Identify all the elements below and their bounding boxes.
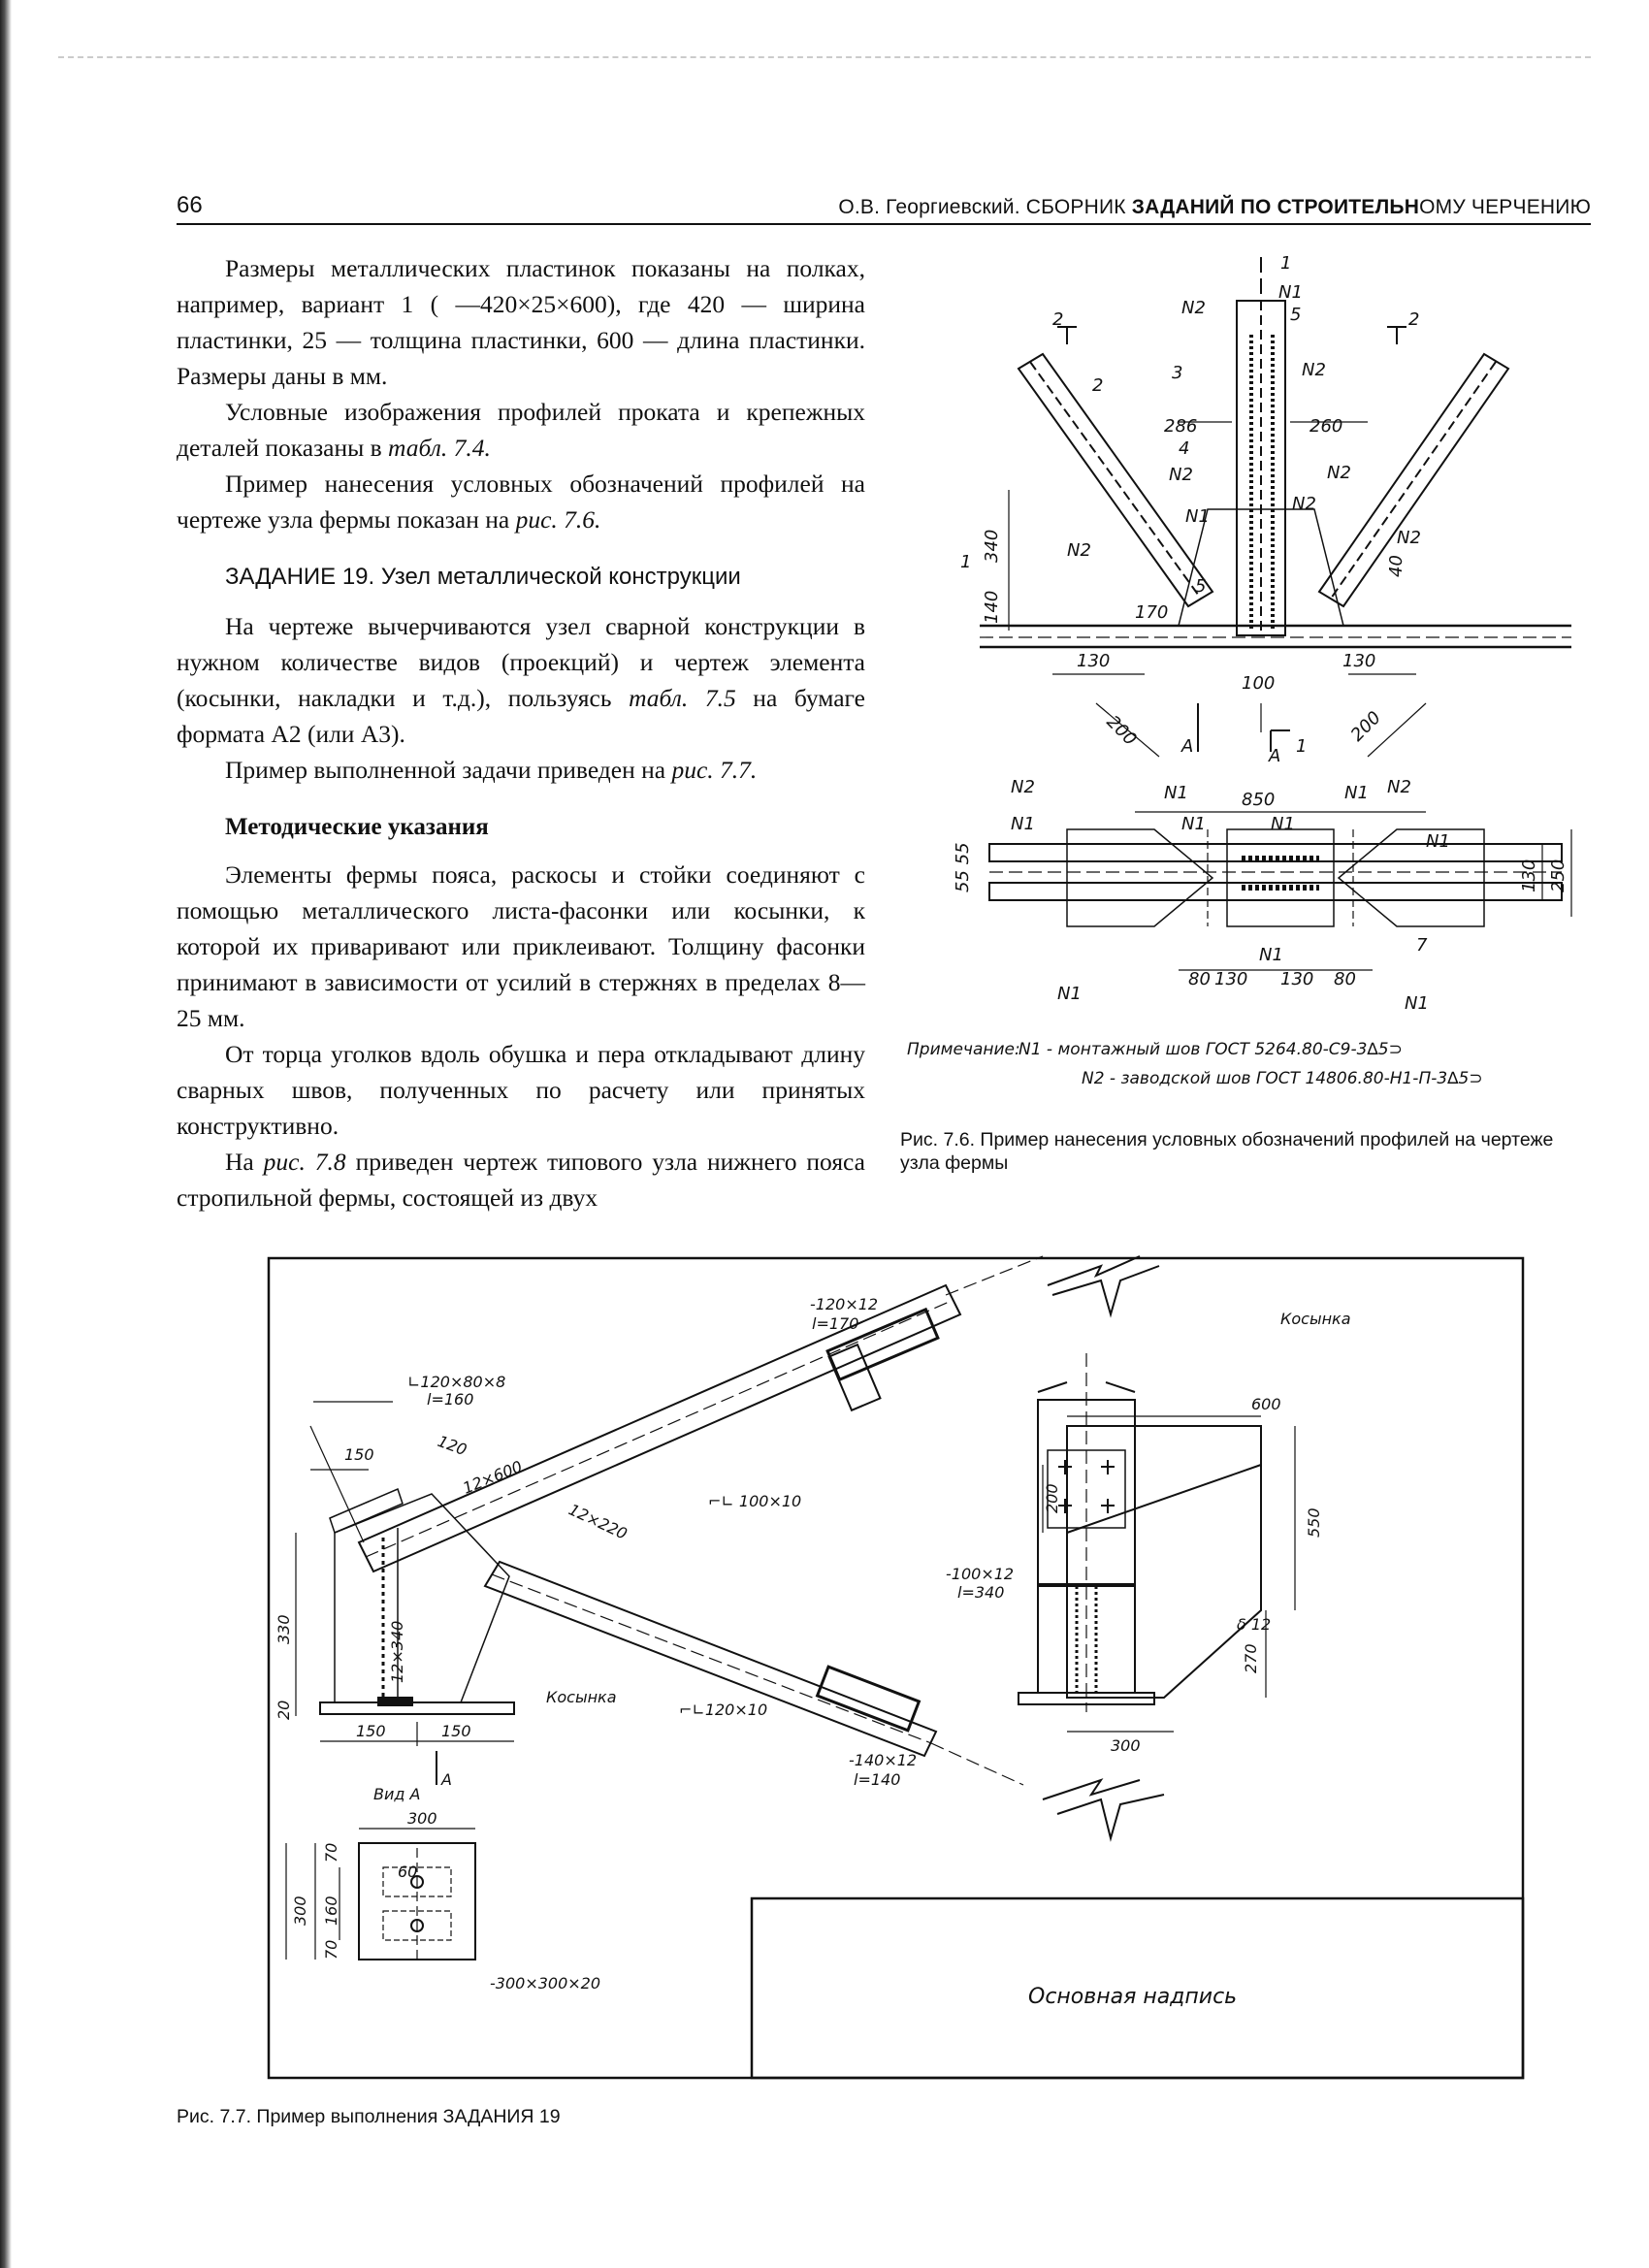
label-n2i: N2 xyxy=(1387,777,1411,797)
label-n1: N1 xyxy=(1278,282,1303,303)
dim-300b: 300 xyxy=(407,1809,437,1828)
dim-200: 200 xyxy=(1043,1483,1061,1513)
dim-340: 340 xyxy=(982,529,1002,563)
label-n1j: N1 xyxy=(1057,984,1082,1004)
dim-260: 260 xyxy=(1310,416,1343,437)
label-plate3-len: l=140 xyxy=(854,1770,901,1789)
dim-130e: 130 xyxy=(1280,969,1314,989)
label-3: 3 xyxy=(1172,363,1183,383)
dim-330: 330 xyxy=(275,1614,293,1644)
label-2b: 2 xyxy=(1408,309,1420,330)
label-12x220: 12×220 xyxy=(566,1500,630,1543)
dim-140: 140 xyxy=(982,590,1002,624)
label-plate2-len: l=340 xyxy=(957,1583,1005,1602)
label-kos-title: Косынка xyxy=(1280,1310,1351,1328)
label-n1b: N1 xyxy=(1185,506,1210,527)
label-n2c: N2 xyxy=(1169,465,1193,485)
label-4: 4 xyxy=(1179,438,1190,459)
dim-600: 600 xyxy=(1251,1395,1281,1413)
label-vid-a: Вид А xyxy=(373,1785,421,1803)
label-n1c: N1 xyxy=(1164,783,1188,803)
label-2: 2 xyxy=(1052,309,1064,330)
label-1c: 1 xyxy=(1296,736,1308,757)
label-n2b: N2 xyxy=(1302,360,1326,380)
label-n1f: N1 xyxy=(1181,814,1206,834)
paragraph: Условные изображения профилей проката и крепежных деталей показаны в табл. 7.4. xyxy=(177,398,865,462)
dim-70: 70 xyxy=(322,1842,340,1863)
label-12x600: 12×600 xyxy=(460,1457,526,1498)
label-n1e: N1 xyxy=(1011,814,1035,834)
dim-120: 120 xyxy=(435,1431,469,1460)
label-n1g: N1 xyxy=(1271,814,1295,834)
dim-200b: 200 xyxy=(1346,707,1385,746)
dim-150c: 150 xyxy=(441,1722,471,1740)
label-a: А xyxy=(1181,736,1194,757)
dim-550: 550 xyxy=(1305,1507,1323,1538)
label-n2f: N2 xyxy=(1067,540,1091,561)
label-a: А xyxy=(441,1770,452,1789)
dim-20: 20 xyxy=(275,1700,293,1720)
dim-270: 270 xyxy=(1242,1643,1260,1673)
dim-130: 130 xyxy=(1077,651,1111,671)
label-angle-len: l=160 xyxy=(427,1390,474,1409)
dim-100: 100 xyxy=(1242,673,1276,694)
paragraph: Элементы фермы пояса, раскосы и стойки соединяют с помощью металлического листа-фасонки или косынки, к которой их приваривают или приклеивают. Толщину фасонки принимают в зависимости от усилий в стержнях в пределах 8—25 мм. xyxy=(177,860,865,1032)
label-plate1-len: l=170 xyxy=(812,1314,859,1333)
page-number: 66 xyxy=(177,192,203,218)
label-2c: 2 xyxy=(1092,375,1104,396)
figure-7-6-caption: Рис. 7.6. Пример нанесения условных обозначений профилей на чертеже узла фермы xyxy=(900,1129,1554,1174)
dim-130c: 130 xyxy=(1519,859,1539,892)
label-n2d: N2 xyxy=(1327,463,1351,483)
dim-80b: 80 xyxy=(1334,969,1356,989)
figure-7-6-drawing xyxy=(907,247,1600,1101)
label-kosynka: Косынка xyxy=(546,1688,617,1706)
label-n2e: N2 xyxy=(1292,494,1316,514)
dim-200: 200 xyxy=(1102,711,1141,750)
label-delta: δ 12 xyxy=(1237,1615,1272,1634)
note-line-2: N2 - заводской шов ГОСТ 14806.80-Н1-П-3∆5⊃ xyxy=(1082,1069,1483,1088)
dim-170: 170 xyxy=(1135,602,1169,623)
dim-300: 300 xyxy=(1111,1736,1141,1755)
label-n1h: N1 xyxy=(1426,831,1450,852)
running-head: О.В. Георгиевский. СБОРНИК ЗАДАНИЙ ПО СТРОИТЕЛЬНОМУ ЧЕРЧЕНИЮ xyxy=(838,196,1591,218)
scan-edge xyxy=(0,0,12,2268)
dim-150: 150 xyxy=(344,1445,374,1464)
note-line-1: N1 - монтажный шов ГОСТ 5264.80-С9-3∆5⊃ xyxy=(1018,1040,1403,1059)
label-n2h: N2 xyxy=(1011,777,1035,797)
dim-286: 286 xyxy=(1164,416,1198,437)
dim-80: 80 xyxy=(1188,969,1211,989)
paragraph: От торца уголков вдоль обушка и пера откладывают длину сварных швов, полученных по расчету или принятых конструктивно. xyxy=(177,1040,865,1140)
label-12x340: 12×340 xyxy=(388,1620,406,1683)
label-n2: N2 xyxy=(1181,298,1206,318)
label-dbl120: ⌐∟120×10 xyxy=(679,1701,768,1719)
dim-850: 850 xyxy=(1242,790,1276,810)
paragraph: На рис. 7.8 приведен чертеж типового узла нижнего пояса стропильной фермы, состоящей из двух xyxy=(177,1148,865,1212)
paragraph: Пример выполненной задачи приведен на рис. 7.7. xyxy=(225,756,758,784)
label-dbl100: ⌐∟ 100×10 xyxy=(708,1492,802,1510)
figure-7-7-caption: Рис. 7.7. Пример выполнения ЗАДАНИЯ 19 xyxy=(177,2106,561,2127)
dim-250: 250 xyxy=(1548,859,1568,892)
label-n1i: N1 xyxy=(1259,945,1283,965)
dim-55: 55 55 xyxy=(953,842,973,892)
label-1b: 1 xyxy=(960,552,972,572)
label-angle-main: ∟120×80×8 xyxy=(407,1373,506,1391)
page-header xyxy=(177,192,1591,225)
dim-70b: 70 xyxy=(322,1939,340,1960)
label-n1k: N1 xyxy=(1405,993,1429,1014)
label-plate2: -100×12 xyxy=(946,1565,1015,1583)
dim-160: 160 xyxy=(322,1895,340,1926)
label-base-plate: -300×300×20 xyxy=(490,1974,601,1993)
label-5: 5 xyxy=(1290,305,1302,325)
label-7: 7 xyxy=(1416,935,1428,956)
dim-150b: 150 xyxy=(356,1722,386,1740)
task-heading: ЗАДАНИЕ 19. Узел металлической конструкции xyxy=(225,564,741,590)
paragraph: Пример нанесения условных обозначений профилей на чертеже узла фермы показан на рис. 7.6. xyxy=(177,470,865,534)
figure-7-7-drawing xyxy=(267,1256,1528,2081)
scan-artifact xyxy=(58,56,1591,62)
title-block-label: Основная надпись xyxy=(1028,1985,1238,2009)
label-plate3: -140×12 xyxy=(849,1751,918,1769)
label-5b: 5 xyxy=(1195,576,1207,597)
dim-60: 60 xyxy=(398,1863,418,1881)
paragraph: На чертеже вычерчиваются узел сварной конструкции в нужном количестве видов (проекций) и чертеж элемента (косынки, накладки и т.д.), пользуясь табл. 7.5 на бумаге формата А2 (или А3). xyxy=(177,612,865,748)
dim-40: 40 xyxy=(1386,555,1406,577)
paragraph: Размеры металлических пластинок показаны на полках, например, вариант 1 ( —420×25×600), где 420 — ширина пластинки, 25 — толщина пластинки, 600 — длина пластинки. Размеры даны в мм. xyxy=(177,254,865,390)
dim-130d: 130 xyxy=(1214,969,1248,989)
method-heading: Методические указания xyxy=(225,814,489,840)
label-n2g: N2 xyxy=(1397,528,1421,548)
note-label: Примечание: xyxy=(907,1040,1020,1059)
label-a2: А xyxy=(1269,746,1281,766)
label-plate1: -120×12 xyxy=(810,1295,879,1313)
body-text xyxy=(177,250,865,1215)
dim-300c: 300 xyxy=(291,1895,309,1926)
dim-130b: 130 xyxy=(1342,651,1376,671)
label-1: 1 xyxy=(1280,253,1292,274)
label-n1d: N1 xyxy=(1344,783,1369,803)
